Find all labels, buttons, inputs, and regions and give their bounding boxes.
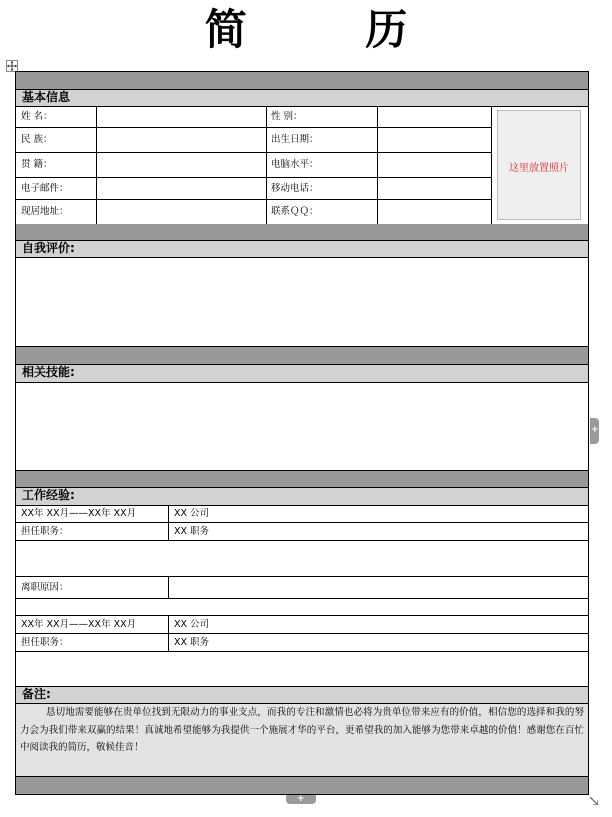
basic-info-label: 贯 籍：	[21, 159, 53, 170]
basic-info-label: 姓 名：	[21, 111, 53, 122]
job-period[interactable]: XX年 XX月——XX年 XX月	[21, 619, 137, 630]
section-divider-band	[16, 347, 588, 364]
basic-info-value[interactable]	[96, 128, 266, 152]
basic-info-row	[16, 128, 492, 153]
basic-info-value[interactable]	[96, 107, 266, 127]
grid-line	[377, 107, 378, 224]
job-role-row	[16, 523, 588, 541]
basic-info-label: 电子邮件：	[21, 183, 69, 194]
leave-reason-label: 离职原因：	[21, 582, 69, 593]
notes-heading: 备注:	[16, 687, 588, 704]
job-role-label: 担任职务：	[21, 526, 69, 537]
basic-info-label: 民 族：	[21, 134, 53, 145]
basic-info-value[interactable]	[377, 107, 491, 127]
skills-field[interactable]	[16, 383, 588, 471]
basic-info-value[interactable]	[377, 178, 491, 199]
section-divider-band	[16, 72, 588, 89]
job-company[interactable]: XX 公司	[168, 616, 588, 633]
self-evaluation-heading: 自我评价:	[16, 240, 588, 258]
job-company[interactable]: XX 公司	[168, 506, 588, 522]
plus-icon: +	[591, 425, 599, 435]
grid-line	[96, 107, 97, 224]
basic-info-label: 电脑水平：	[271, 159, 319, 170]
grid-line	[491, 107, 492, 224]
plus-icon: +	[297, 794, 305, 804]
basic-info-label: 性 别：	[271, 111, 303, 122]
basic-info-row	[16, 200, 492, 224]
basic-info-value[interactable]	[96, 178, 266, 199]
basic-info-row	[16, 107, 492, 128]
photo-placeholder[interactable]	[497, 110, 581, 220]
section-divider-band	[16, 776, 588, 794]
table-resize-handle-icon[interactable]	[590, 797, 598, 805]
job-description-field[interactable]	[16, 652, 588, 687]
resume-title: 简 历	[204, 5, 460, 54]
job-role-row	[16, 634, 588, 652]
skills-heading: 相关技能:	[16, 364, 588, 383]
job-period-row	[16, 616, 588, 634]
basic-info-value[interactable]	[377, 153, 491, 177]
job-role-label: 担任职务：	[21, 637, 69, 648]
leave-reason-row	[16, 577, 588, 599]
section-divider-band	[16, 471, 588, 487]
basic-info-label: 移动电话：	[271, 183, 319, 194]
work-experience-heading: 工作经验:	[16, 487, 588, 506]
basic-info-heading: 基本信息	[16, 89, 588, 107]
resume-table	[15, 71, 589, 795]
basic-info-label: 出生日期：	[271, 134, 319, 145]
basic-info-row	[16, 153, 492, 178]
job-period-row	[16, 506, 588, 523]
basic-info-value[interactable]	[377, 200, 491, 224]
job-role[interactable]: XX 职务	[168, 634, 588, 651]
spacer-row	[16, 599, 588, 616]
basic-info-value[interactable]	[96, 200, 266, 224]
job-period[interactable]: XX年 XX月——XX年 XX月	[21, 508, 137, 519]
add-row-tab[interactable]	[286, 795, 316, 804]
photo-placeholder-label: 这里放置照片	[509, 163, 569, 174]
section-divider-band	[16, 224, 588, 240]
job-role[interactable]: XX 职务	[168, 523, 588, 540]
basic-info-label: 联系ＱＱ：	[271, 206, 319, 217]
notes-text[interactable]: 恳切地需要能够在贵单位找到无限动力的事业支点，而我的专注和激情也必将为贵单位带来应有的价值，相信您的选择和我的努力会为我们带来双赢的结果！真诚地希望能够为我提供一个施展才华的平台，更希望我的加入能够为您带来卓越的价值！感谢您在百忙中阅读我的简历，敬候佳音！	[20, 707, 584, 753]
add-column-tab[interactable]	[590, 418, 599, 444]
self-evaluation-field[interactable]	[16, 258, 588, 347]
basic-info-value[interactable]	[96, 153, 266, 177]
job-description-field[interactable]	[16, 541, 588, 577]
basic-info-label: 现居地址：	[21, 206, 69, 217]
grid-line	[266, 107, 267, 224]
basic-info-value[interactable]	[377, 128, 491, 152]
leave-reason-field[interactable]	[168, 577, 588, 598]
basic-info-row	[16, 178, 492, 200]
